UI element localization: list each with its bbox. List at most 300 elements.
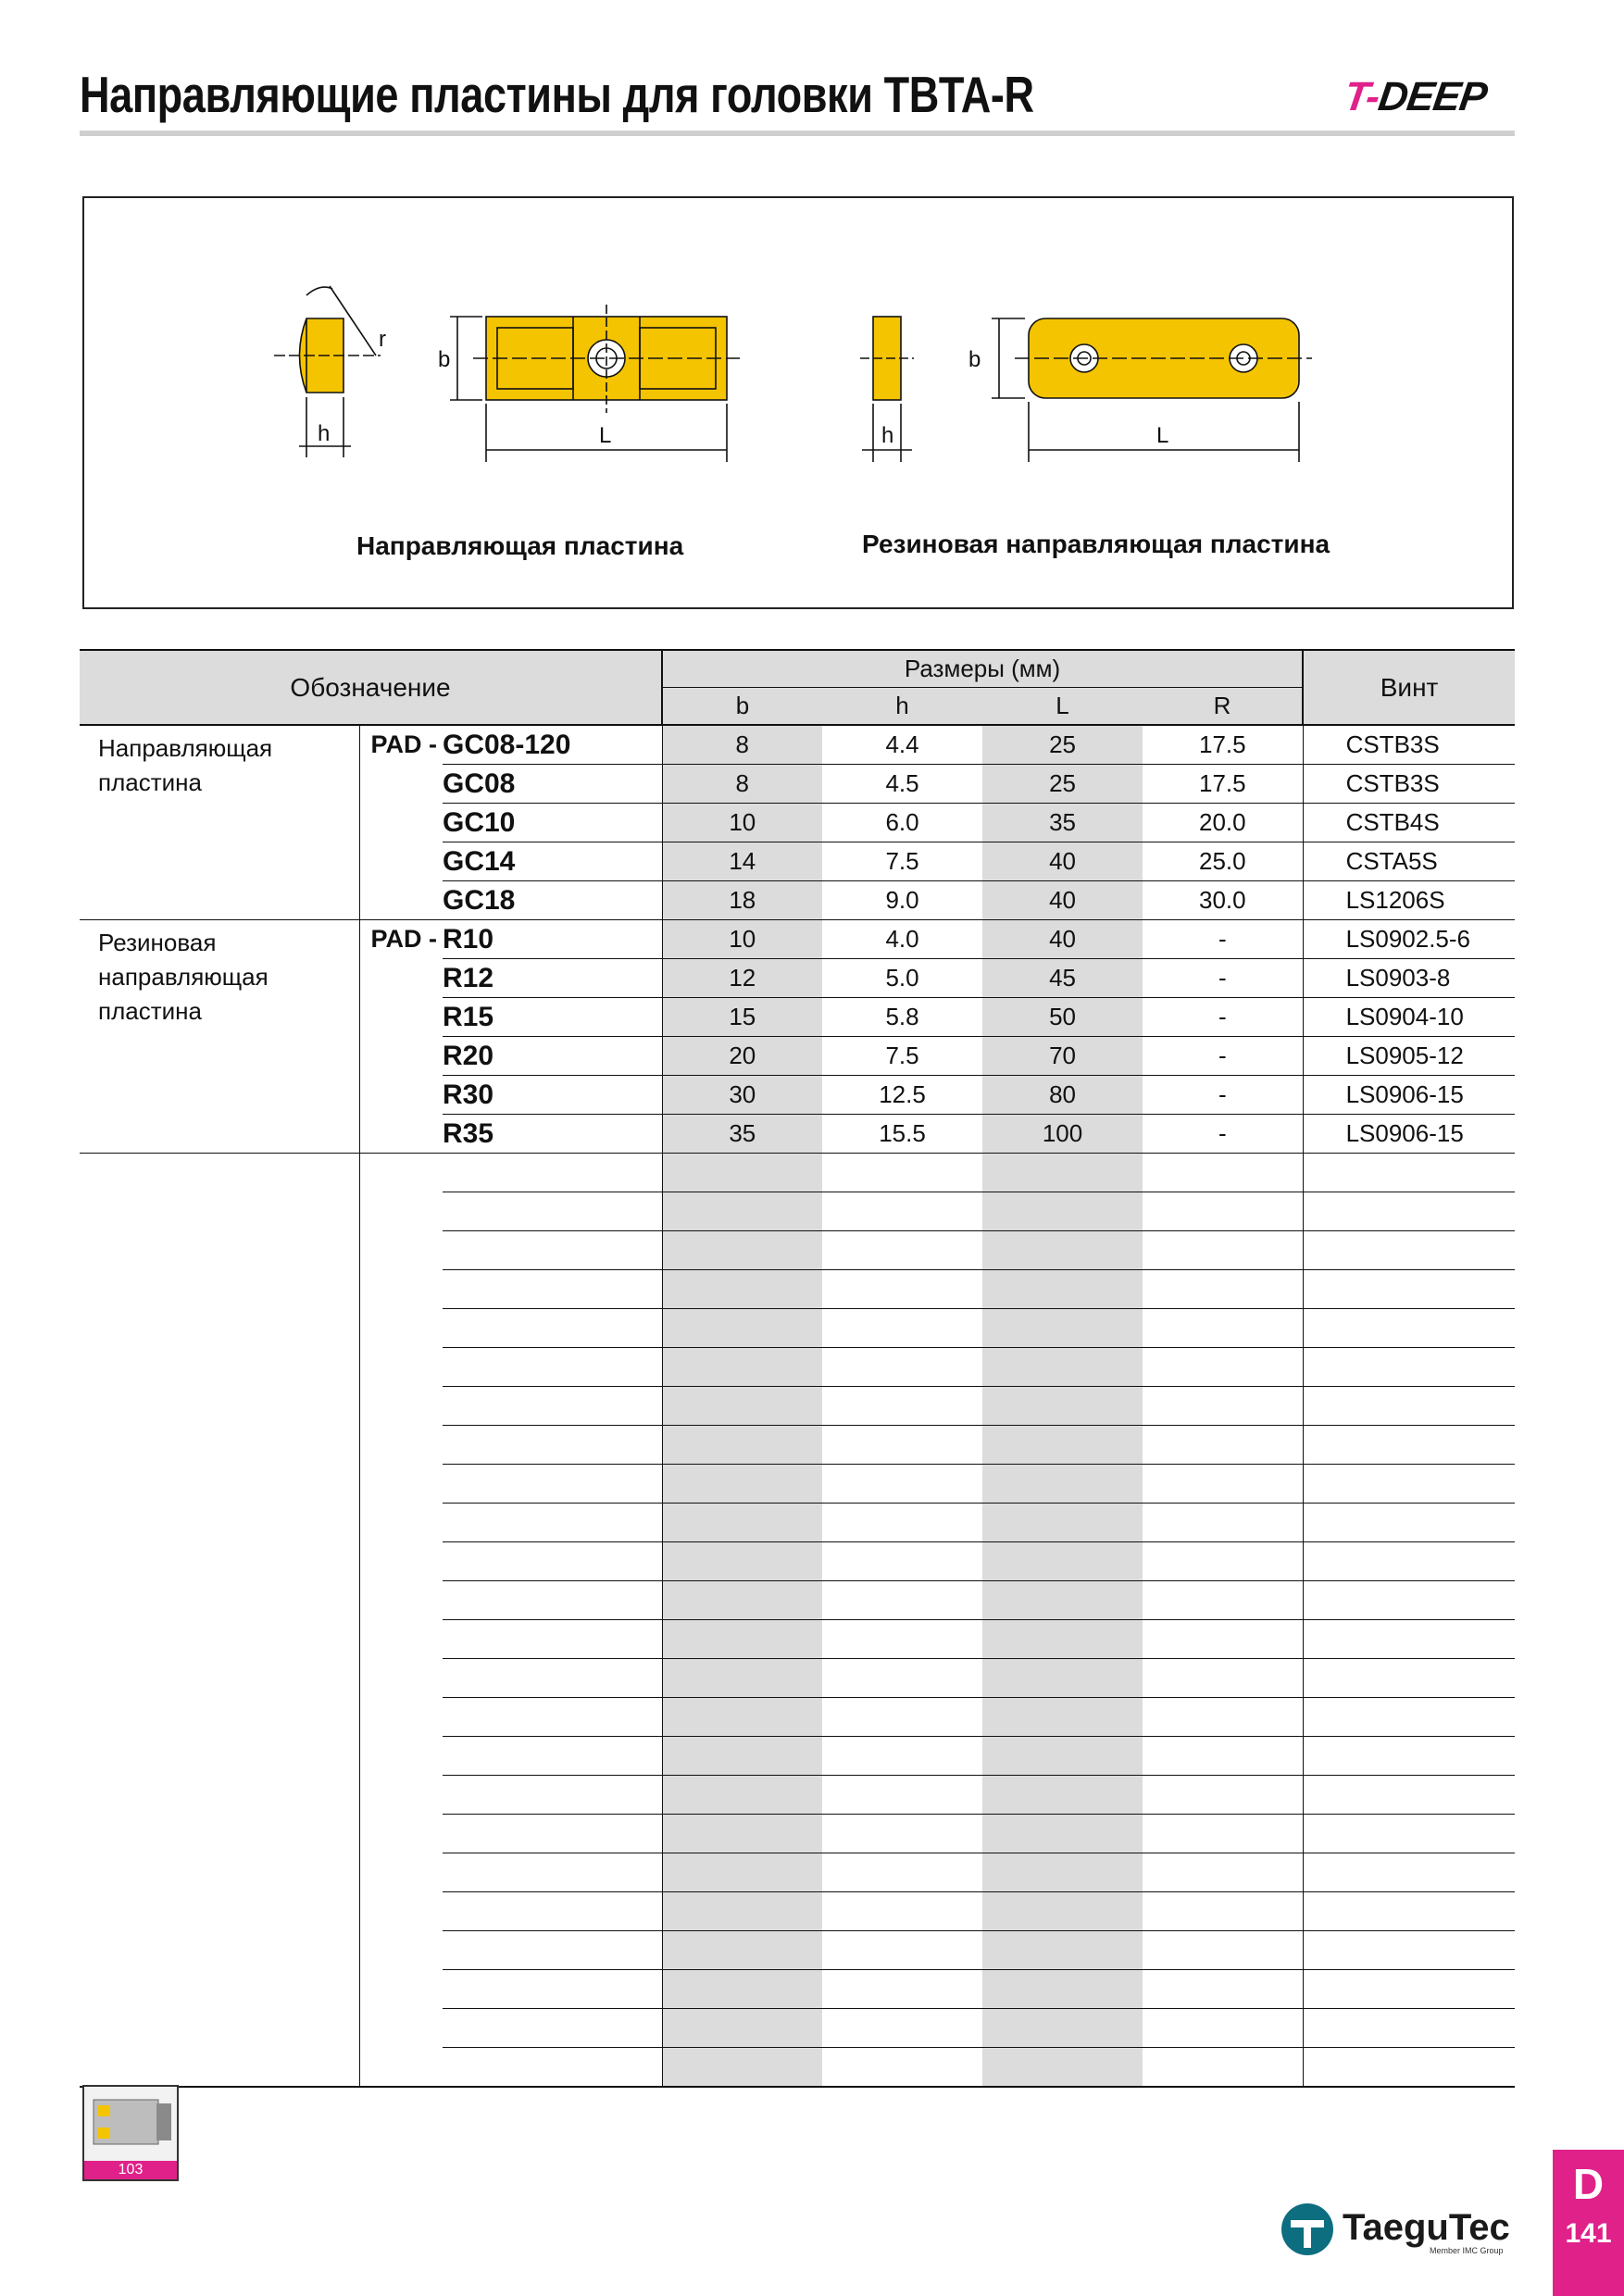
item-code: GC08-120 — [443, 725, 662, 765]
empty-cell — [80, 1504, 359, 1542]
dim-r: - — [1143, 959, 1303, 998]
dim-h-guide: h — [318, 421, 331, 446]
empty-cell — [1143, 1270, 1303, 1309]
header-screw: Винт — [1303, 650, 1515, 725]
empty-cell — [822, 1853, 982, 1892]
empty-cell — [982, 1465, 1143, 1504]
empty-cell — [1303, 1504, 1515, 1542]
empty-cell — [662, 1776, 822, 1815]
empty-cell — [359, 1309, 443, 1348]
empty-cell — [443, 1231, 662, 1270]
empty-cell — [982, 1620, 1143, 1659]
empty-cell — [80, 1426, 359, 1465]
caption-rubber-pad: Резиновая направляющая пластина — [862, 530, 1330, 558]
empty-cell — [822, 1154, 982, 1192]
empty-cell — [1303, 1620, 1515, 1659]
empty-cell — [1143, 1581, 1303, 1620]
empty-row — [80, 1698, 1515, 1737]
empty-cell — [1303, 1387, 1515, 1426]
page-title: Направляющие пластины для головки TBTA-R — [80, 66, 1034, 123]
empty-cell — [359, 1154, 443, 1192]
empty-cell — [662, 1154, 822, 1192]
group-label-line: пластина — [98, 997, 202, 1025]
dim-b: 30 — [662, 1076, 822, 1115]
empty-cell — [1303, 1698, 1515, 1737]
header-dimensions: Размеры (мм) — [662, 650, 1303, 688]
empty-cell — [822, 1348, 982, 1387]
empty-cell — [822, 1387, 982, 1426]
empty-cell — [1303, 1231, 1515, 1270]
empty-cell — [982, 2009, 1143, 2048]
screw-value: LS0904-10 — [1303, 998, 1515, 1037]
empty-cell — [982, 2048, 1143, 2088]
empty-cell — [662, 1542, 822, 1581]
dim-r: - — [1143, 998, 1303, 1037]
prefix-spacer — [359, 842, 443, 881]
empty-cell — [662, 2009, 822, 2048]
dim-b: 14 — [662, 842, 822, 881]
dim-r: - — [1143, 1037, 1303, 1076]
empty-cell — [662, 1737, 822, 1776]
empty-cell — [443, 1853, 662, 1892]
empty-cell — [1303, 1465, 1515, 1504]
empty-cell — [80, 1737, 359, 1776]
empty-cell — [359, 2048, 443, 2088]
empty-cell — [443, 1426, 662, 1465]
empty-cell — [662, 1270, 822, 1309]
dim-h: 4.4 — [822, 725, 982, 765]
empty-cell — [662, 1192, 822, 1231]
empty-cell — [1303, 1737, 1515, 1776]
empty-cell — [822, 1465, 982, 1504]
empty-cell — [443, 1931, 662, 1970]
empty-cell — [1303, 1309, 1515, 1348]
dim-h: 15.5 — [822, 1115, 982, 1154]
dim-b: 12 — [662, 959, 822, 998]
empty-cell — [359, 1853, 443, 1892]
empty-cell — [1303, 1154, 1515, 1192]
dim-b: 10 — [662, 920, 822, 959]
empty-cell — [822, 1931, 982, 1970]
dim-l: 50 — [982, 998, 1143, 1037]
item-code: R30 — [443, 1076, 662, 1115]
prefix-spacer — [359, 804, 443, 842]
empty-cell — [443, 1737, 662, 1776]
empty-cell — [359, 1504, 443, 1542]
taegutec-logo: TaeguTec Member IMC Group — [1278, 2200, 1337, 2255]
empty-cell — [359, 1192, 443, 1231]
dim-l: 70 — [982, 1037, 1143, 1076]
empty-cell — [443, 1970, 662, 2009]
empty-cell — [443, 1581, 662, 1620]
empty-cell — [662, 1348, 822, 1387]
item-code: R10 — [443, 920, 662, 959]
empty-cell — [982, 1231, 1143, 1270]
empty-cell — [359, 1659, 443, 1698]
empty-cell — [982, 1815, 1143, 1853]
empty-cell — [1303, 2048, 1515, 2088]
page-number: 141 — [1565, 2218, 1612, 2249]
empty-cell — [80, 1853, 359, 1892]
prefix-spacer — [359, 998, 443, 1037]
empty-cell — [443, 1815, 662, 1853]
screw-value: LS0906-15 — [1303, 1115, 1515, 1154]
empty-cell — [443, 1309, 662, 1348]
empty-cell — [80, 1231, 359, 1270]
dim-r-guide: r — [379, 327, 386, 352]
reference-page-number: 103 — [84, 2161, 177, 2179]
dim-h-rubber: h — [881, 423, 894, 448]
empty-row — [80, 1270, 1515, 1309]
empty-cell — [982, 1387, 1143, 1426]
dim-l: 40 — [982, 881, 1143, 920]
empty-cell — [822, 1231, 982, 1270]
title-underline — [80, 131, 1515, 136]
empty-cell — [822, 1892, 982, 1931]
empty-cell — [80, 1192, 359, 1231]
dim-r: - — [1143, 920, 1303, 959]
dim-r: - — [1143, 1076, 1303, 1115]
empty-cell — [443, 2048, 662, 2088]
empty-cell — [1143, 1231, 1303, 1270]
empty-cell — [80, 2009, 359, 2048]
empty-cell — [822, 1581, 982, 1620]
prefix-spacer — [359, 881, 443, 920]
screw-value: LS0905-12 — [1303, 1037, 1515, 1076]
empty-cell — [662, 1931, 822, 1970]
empty-cell — [1143, 1465, 1303, 1504]
empty-row — [80, 1892, 1515, 1931]
empty-cell — [822, 1542, 982, 1581]
dim-b: 15 — [662, 998, 822, 1037]
empty-cell — [80, 1970, 359, 2009]
empty-cell — [359, 1815, 443, 1853]
dim-l: 45 — [982, 959, 1143, 998]
item-code: R12 — [443, 959, 662, 998]
empty-cell — [982, 1426, 1143, 1465]
empty-cell — [822, 2048, 982, 2088]
empty-cell — [982, 1892, 1143, 1931]
screw-value: LS0906-15 — [1303, 1076, 1515, 1115]
prefix-spacer — [359, 765, 443, 804]
empty-cell — [359, 1776, 443, 1815]
empty-cell — [1303, 1348, 1515, 1387]
empty-cell — [80, 1270, 359, 1309]
empty-cell — [1303, 1659, 1515, 1698]
screw-value: CSTB3S — [1303, 765, 1515, 804]
item-code: GC18 — [443, 881, 662, 920]
empty-cell — [80, 1387, 359, 1426]
empty-cell — [443, 1270, 662, 1309]
empty-cell — [822, 1504, 982, 1542]
empty-cell — [80, 1348, 359, 1387]
prefix-spacer — [359, 959, 443, 998]
empty-cell — [822, 1192, 982, 1231]
dim-r: 20.0 — [1143, 804, 1303, 842]
dim-h: 12.5 — [822, 1076, 982, 1115]
dim-b: 10 — [662, 804, 822, 842]
header-col-b: b — [662, 688, 822, 726]
dim-b: 35 — [662, 1115, 822, 1154]
empty-cell — [359, 1970, 443, 2009]
section-tab — [1553, 2150, 1624, 2296]
empty-cell — [80, 1659, 359, 1698]
empty-cell — [443, 1698, 662, 1737]
empty-cell — [982, 1270, 1143, 1309]
empty-cell — [80, 1154, 359, 1192]
empty-cell — [822, 1776, 982, 1815]
item-code: R15 — [443, 998, 662, 1037]
empty-cell — [80, 1620, 359, 1659]
dim-r: 25.0 — [1143, 842, 1303, 881]
group-label — [80, 725, 359, 920]
empty-cell — [982, 1154, 1143, 1192]
empty-row — [80, 1659, 1515, 1698]
empty-cell — [1303, 1270, 1515, 1309]
dim-h: 7.5 — [822, 1037, 982, 1076]
empty-row — [80, 1154, 1515, 1192]
empty-cell — [359, 1542, 443, 1581]
empty-cell — [1143, 2048, 1303, 2088]
screw-value: CSTB4S — [1303, 804, 1515, 842]
screw-value: LS1206S — [1303, 881, 1515, 920]
empty-row — [80, 1231, 1515, 1270]
empty-cell — [982, 1504, 1143, 1542]
empty-cell — [1143, 1698, 1303, 1737]
empty-cell — [822, 1270, 982, 1309]
screw-value: CSTB3S — [1303, 725, 1515, 765]
dim-l: 25 — [982, 725, 1143, 765]
empty-row — [80, 1620, 1515, 1659]
empty-cell — [822, 1426, 982, 1465]
dim-l: 40 — [982, 920, 1143, 959]
dim-l: 80 — [982, 1076, 1143, 1115]
dim-l: 25 — [982, 765, 1143, 804]
empty-cell — [822, 1620, 982, 1659]
empty-cell — [1143, 1776, 1303, 1815]
item-code: GC14 — [443, 842, 662, 881]
empty-cell — [359, 1892, 443, 1931]
empty-cell — [80, 1892, 359, 1931]
dim-b-rubber: b — [968, 347, 981, 372]
empty-cell — [359, 1737, 443, 1776]
empty-cell — [443, 2009, 662, 2048]
empty-cell — [443, 1465, 662, 1504]
header-col-l: L — [982, 688, 1143, 726]
empty-cell — [982, 1581, 1143, 1620]
empty-cell — [1143, 1348, 1303, 1387]
empty-cell — [359, 1620, 443, 1659]
empty-row — [80, 1309, 1515, 1348]
empty-row — [80, 1542, 1515, 1581]
dim-h: 5.0 — [822, 959, 982, 998]
empty-row — [80, 1853, 1515, 1892]
empty-cell — [443, 1776, 662, 1815]
empty-cell — [1143, 1815, 1303, 1853]
empty-cell — [80, 1698, 359, 1737]
empty-row — [80, 1465, 1515, 1504]
empty-cell — [359, 1698, 443, 1737]
screw-value: CSTA5S — [1303, 842, 1515, 881]
empty-cell — [443, 1542, 662, 1581]
prefix-spacer — [359, 1076, 443, 1115]
empty-cell — [1303, 1931, 1515, 1970]
empty-cell — [1143, 2009, 1303, 2048]
dim-l: 35 — [982, 804, 1143, 842]
empty-cell — [1303, 1892, 1515, 1931]
dim-r: 17.5 — [1143, 765, 1303, 804]
empty-cell — [822, 1970, 982, 2009]
empty-cell — [662, 1581, 822, 1620]
empty-row — [80, 2048, 1515, 2088]
empty-cell — [359, 1426, 443, 1465]
empty-cell — [822, 1309, 982, 1348]
brand-logo: T-DEEP — [1341, 74, 1490, 119]
empty-cell — [1143, 1853, 1303, 1892]
group-label — [80, 920, 359, 1154]
empty-row — [80, 1581, 1515, 1620]
item-code: GC10 — [443, 804, 662, 842]
empty-cell — [822, 1659, 982, 1698]
empty-row — [80, 1970, 1515, 2009]
group-label-line: Резиновая — [98, 929, 217, 956]
empty-cell — [80, 1776, 359, 1815]
group-label-line: пластина — [98, 768, 202, 796]
empty-cell — [359, 1465, 443, 1504]
code-prefix: PAD - — [370, 730, 437, 759]
empty-row — [80, 1504, 1515, 1542]
empty-cell — [1143, 1892, 1303, 1931]
empty-cell — [982, 1853, 1143, 1892]
dim-r: - — [1143, 1115, 1303, 1154]
header-col-r: R — [1143, 688, 1303, 726]
empty-cell — [662, 1426, 822, 1465]
dim-l: 40 — [982, 842, 1143, 881]
empty-cell — [662, 1970, 822, 2009]
empty-row — [80, 1776, 1515, 1815]
table-row — [80, 725, 1515, 765]
empty-cell — [982, 1931, 1143, 1970]
dim-b: 8 — [662, 765, 822, 804]
empty-cell — [822, 2009, 982, 2048]
prefix-spacer — [359, 1115, 443, 1154]
dim-b-guide: b — [438, 347, 451, 372]
group-label-line: Направляющая — [98, 734, 273, 762]
empty-cell — [80, 1931, 359, 1970]
empty-cell — [662, 1815, 822, 1853]
prefix-spacer — [359, 1037, 443, 1076]
dim-b: 18 — [662, 881, 822, 920]
empty-row — [80, 1192, 1515, 1231]
empty-cell — [982, 1309, 1143, 1348]
empty-cell — [982, 1192, 1143, 1231]
empty-cell — [1303, 2009, 1515, 2048]
empty-cell — [822, 1815, 982, 1853]
empty-cell — [662, 1892, 822, 1931]
empty-cell — [662, 1387, 822, 1426]
caption-guide-pad: Направляющая пластина — [356, 531, 684, 560]
empty-cell — [662, 1465, 822, 1504]
empty-cell — [662, 1231, 822, 1270]
dim-r: 30.0 — [1143, 881, 1303, 920]
spec-table — [80, 649, 1515, 2088]
empty-cell — [982, 1776, 1143, 1815]
empty-cell — [1143, 1387, 1303, 1426]
empty-cell — [662, 1620, 822, 1659]
empty-cell — [662, 1659, 822, 1698]
empty-cell — [1143, 1504, 1303, 1542]
empty-row — [80, 1426, 1515, 1465]
empty-cell — [443, 1892, 662, 1931]
empty-cell — [443, 1387, 662, 1426]
empty-cell — [982, 1659, 1143, 1698]
empty-cell — [1143, 1931, 1303, 1970]
section-letter: D — [1572, 2160, 1605, 2208]
dim-h: 7.5 — [822, 842, 982, 881]
empty-cell — [80, 1581, 359, 1620]
empty-cell — [1143, 1154, 1303, 1192]
dim-b: 20 — [662, 1037, 822, 1076]
empty-cell — [359, 1931, 443, 1970]
empty-cell — [359, 1270, 443, 1309]
empty-cell — [1143, 1620, 1303, 1659]
dim-h: 9.0 — [822, 881, 982, 920]
dim-h: 4.0 — [822, 920, 982, 959]
empty-cell — [1303, 1970, 1515, 2009]
dim-r: 17.5 — [1143, 725, 1303, 765]
empty-cell — [443, 1504, 662, 1542]
empty-cell — [443, 1620, 662, 1659]
empty-cell — [1303, 1542, 1515, 1581]
empty-cell — [982, 1970, 1143, 2009]
empty-cell — [1303, 1581, 1515, 1620]
dim-h: 5.8 — [822, 998, 982, 1037]
empty-cell — [822, 1737, 982, 1776]
empty-cell — [1303, 1815, 1515, 1853]
empty-row — [80, 1931, 1515, 1970]
empty-row — [80, 1348, 1515, 1387]
empty-cell — [1143, 1309, 1303, 1348]
empty-cell — [443, 1192, 662, 1231]
empty-row — [80, 1815, 1515, 1853]
item-code: GC08 — [443, 765, 662, 804]
empty-row — [80, 1387, 1515, 1426]
empty-cell — [662, 1504, 822, 1542]
screw-value: LS0902.5-6 — [1303, 920, 1515, 959]
empty-cell — [359, 1581, 443, 1620]
empty-cell — [359, 1348, 443, 1387]
reference-thumbnail[interactable] — [82, 2085, 179, 2181]
empty-cell — [982, 1698, 1143, 1737]
empty-cell — [80, 2048, 359, 2088]
empty-cell — [80, 1309, 359, 1348]
empty-cell — [443, 1348, 662, 1387]
empty-cell — [1143, 1192, 1303, 1231]
figure-box — [82, 196, 1514, 609]
dim-l: 100 — [982, 1115, 1143, 1154]
empty-cell — [982, 1737, 1143, 1776]
header-designation: Обозначение — [80, 650, 662, 725]
empty-cell — [822, 1698, 982, 1737]
empty-cell — [443, 1154, 662, 1192]
screw-value: LS0903-8 — [1303, 959, 1515, 998]
empty-cell — [1143, 1659, 1303, 1698]
group-label-line: направляющая — [98, 963, 269, 991]
empty-cell — [1303, 1853, 1515, 1892]
empty-cell — [982, 1542, 1143, 1581]
dim-b: 8 — [662, 725, 822, 765]
empty-cell — [1303, 1426, 1515, 1465]
